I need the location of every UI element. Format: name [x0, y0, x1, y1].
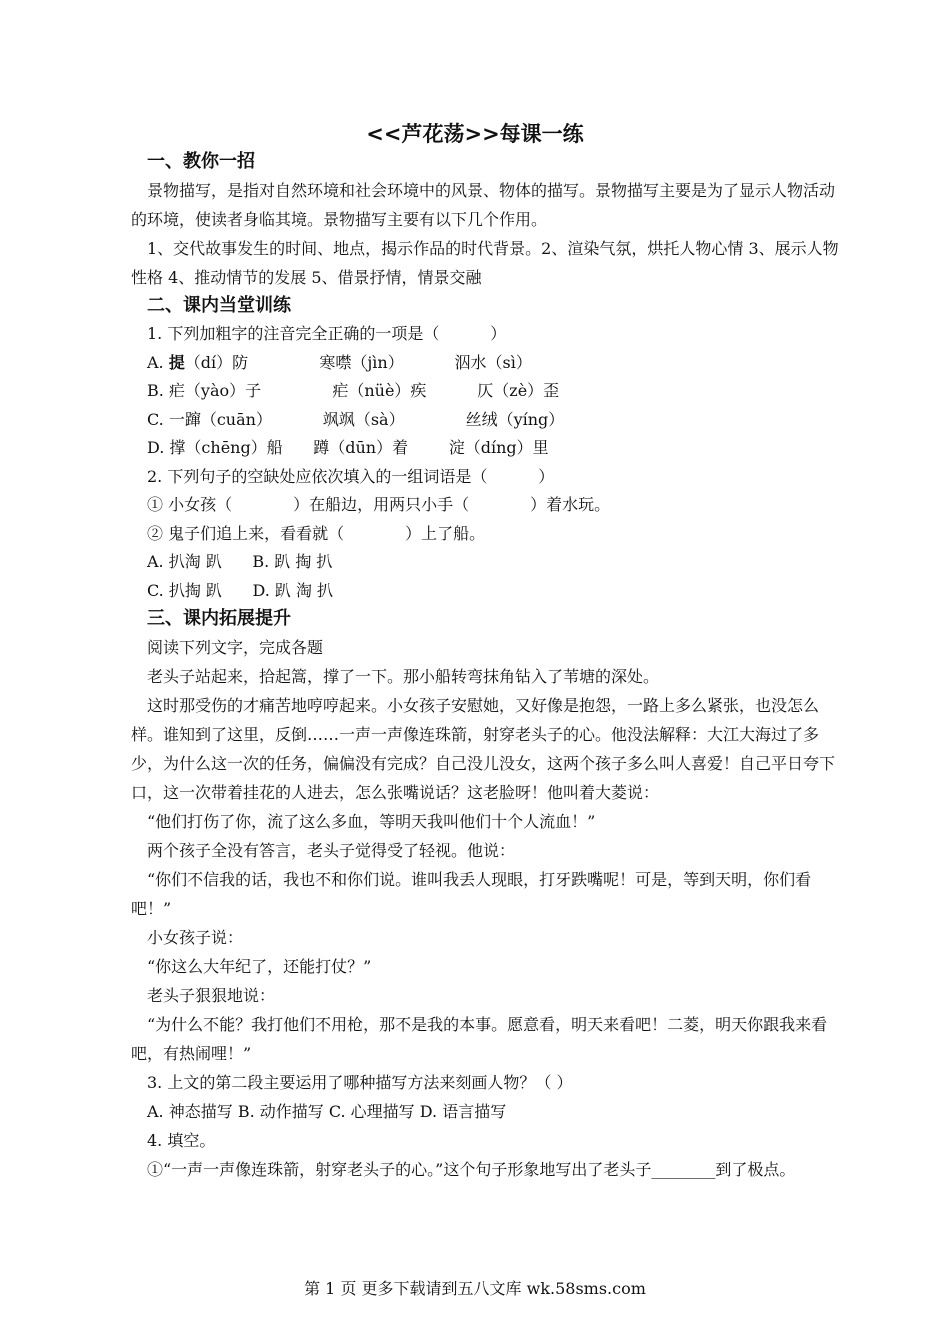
paragraph: 这时那受伤的才痛苦地哼哼起来。小女孩子安慰她，又好像是抱怨，一路上多么紧张，也没怎么样。谁知到了这里，反倒……一声一声像连珠箭，射穿老头子的心。他没法解释：大江大海过了多少，为什么这一次的任务，偏偏没有完成？自己没儿没女，这两个孩子多么叫人喜爱！自己平日夸下口，这一次带着挂花的人进去，怎么张嘴说话？这老脸呀！他叫着大菱说： [131, 696, 836, 802]
paragraph: 小女孩子说： [147, 928, 244, 947]
option-d: D. 撑（chēng）船 蹲（dūn）着 淀（díng）里 [147, 438, 549, 457]
option-ab: A. 扒淘 趴 B. 趴 掏 扒 [147, 552, 333, 571]
question-4-item-1: ①“一声一声像连珠箭，射穿老头子的心。”这个句子形象地写出了老头子________到了极点。 [147, 1160, 796, 1179]
question-3: 3. 上文的第二段主要运用了哪种描写方法来刻画人物？（ ） [147, 1073, 573, 1092]
paragraph: 老头子站起来，拾起篙，撑了一下。那小船转弯抹角钻入了苇塘的深处。 [147, 667, 660, 686]
question-2: 2. 下列句子的空缺处应依次填入的一组词语是（ ） [147, 466, 555, 486]
sentence-1: ① 小女孩（ ）在船边，用两只小手（ ）着水玩。 [147, 495, 611, 514]
paragraph: “你们不信我的话，我也不和你们说。谁叫我丢人现眼，打牙跌嘴呢！可是，等到天明，你们看吧！” [131, 870, 812, 918]
option-label: A. [147, 352, 169, 372]
question-4: 4. 填空。 [147, 1131, 216, 1150]
question-3-options: A. 神态描写 B. 动作描写 C. 心理描写 D. 语言描写 [147, 1102, 507, 1121]
paragraph: 1、交代故事发生的时间、地点，揭示作品的时代背景。2、渲染气氛，烘托人物心情 3、展示人物性格 4、推动情节的发展 5、借景抒情，情景交融 [131, 239, 839, 287]
bold-character: 提 [168, 352, 185, 372]
option-a [131, 349, 843, 378]
sentence-2: ② 鬼子们追上来，看看就（ ）上了船。 [147, 523, 486, 543]
question-1: 1. 下列加粗字的注音完全正确的一项是（ ） [147, 324, 507, 343]
paragraph: 景物描写，是指对自然环境和社会环境中的风景、物体的描写。景物描写主要是为了显示人物活动的环境，使读者身临其境。景物描写主要有以下几个作用。 [131, 181, 836, 229]
paragraph: 阅读下列文字，完成各题 [147, 638, 324, 657]
page-footer: 第 1 页 更多下载请到五八文库 wk.58sms.com [304, 1279, 646, 1298]
paragraph: “为什么不能？我打他们不用枪，那不是我的本事。愿意看，明天来看吧！二菱，明天你跟我来看吧，有热闹哩！” [131, 1015, 828, 1063]
paragraph: “你这么大年纪了，还能打仗？” [147, 957, 372, 976]
option-text: （dí）防 寒噤（jìn） 泅水（sì） [184, 352, 532, 372]
paragraph: “他们打伤了你，流了这么多血，等明天我叫他们十个人流血！” [147, 812, 596, 831]
paragraph: 老头子狠狠地说： [147, 986, 276, 1005]
section-heading-3: 三、课内拓展提升 [147, 608, 291, 629]
option-c: C. 一蹿（cuān） 飒飒（sà） 丝绒（yíng） [147, 409, 565, 429]
document-body [131, 148, 843, 1184]
page-title: <<芦花荡>>每课一练 [366, 122, 584, 146]
option-cd: C. 扒掏 趴 D. 趴 淘 扒 [147, 580, 334, 600]
section-heading-2: 二、课内当堂训练 [147, 295, 291, 316]
option-b: B. 疟（yào）子 疟（nüè）疾 仄（zè）歪 [147, 381, 560, 400]
paragraph: 两个孩子全没有答言，老头子觉得受了轻视。他说： [147, 841, 516, 860]
section-heading-1: 一、教你一招 [147, 151, 255, 172]
